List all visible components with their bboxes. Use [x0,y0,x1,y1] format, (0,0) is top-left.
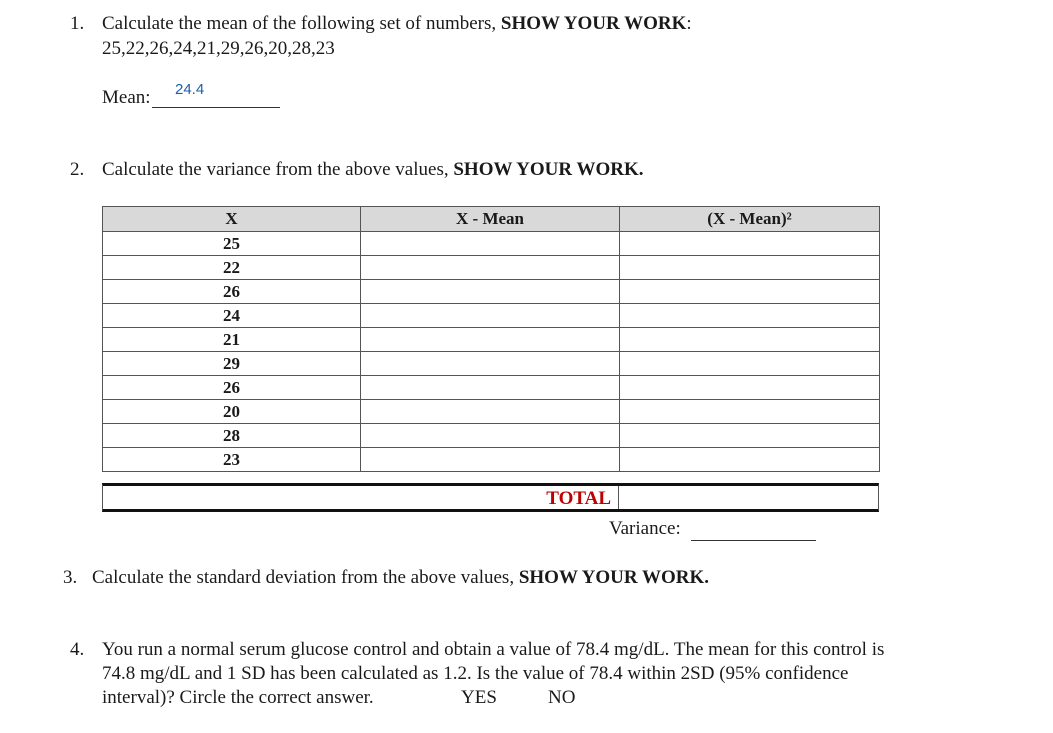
q2-number: 2. [70,159,85,180]
x-value: 24 [103,304,361,328]
q2-emphasis: SHOW YOUR WORK. [453,159,644,180]
answer-no-option[interactable]: NO [548,687,576,708]
q1-mean-label: Mean: [102,87,151,108]
table-row [103,448,880,472]
squared-cell[interactable] [620,376,880,400]
variance-label: Variance: [609,518,681,539]
table-row [103,304,880,328]
table-row [103,376,880,400]
table-row [103,232,880,256]
x-value: 22 [103,256,361,280]
table-row [103,256,880,280]
table-row [103,424,880,448]
q1-prompt [102,12,692,36]
q3-emphasis: SHOW YOUR WORK. [518,567,710,588]
header-x-minus-mean-squared: (X - Mean)² [620,207,880,232]
mean-answer[interactable]: 24.4 [175,81,205,98]
q3-prompt-text: Calculate the standard deviation from the above values, [92,567,519,588]
squared-cell[interactable] [620,304,880,328]
mean-answer-line[interactable] [152,107,280,108]
x-value: 20 [103,400,361,424]
x-minus-mean-cell[interactable] [361,328,620,352]
x-value: 21 [103,328,361,352]
x-value: 29 [103,352,361,376]
table-header-row [103,207,880,232]
variance-work-table [102,206,880,472]
squared-cell[interactable] [620,256,880,280]
x-minus-mean-cell[interactable] [361,280,620,304]
table-row [103,328,880,352]
header-x: X [103,207,361,232]
x-value: 25 [103,232,361,256]
q4-line1: You run a normal serum glucose control and obtain a value of 78.4 mg/dL. The mean for this control is [102,639,885,660]
total-row [102,483,879,512]
x-minus-mean-cell[interactable] [361,424,620,448]
q1-prompt-text: Calculate the mean of the following set of numbers, [102,13,501,34]
q1-after: : [686,13,692,34]
q2-prompt [102,158,644,182]
total-divider [618,486,619,509]
squared-cell[interactable] [620,328,880,352]
table-row [103,400,880,424]
squared-cell[interactable] [620,280,880,304]
q4-line3: interval)? Circle the correct answer. [102,687,374,708]
x-minus-mean-cell[interactable] [361,448,620,472]
squared-cell[interactable] [620,400,880,424]
q1-number: 1. [70,13,85,34]
q1-emphasis: SHOW YOUR WORK [500,13,687,34]
squared-cell[interactable] [620,424,880,448]
table-row [103,280,880,304]
x-value: 26 [103,280,361,304]
x-minus-mean-cell[interactable] [361,256,620,280]
squared-cell[interactable] [620,232,880,256]
x-value: 23 [103,448,361,472]
answer-yes-option[interactable]: YES [461,687,497,708]
squared-cell[interactable] [620,352,880,376]
squared-cell[interactable] [620,448,880,472]
table-row [103,352,880,376]
q2-prompt-text: Calculate the variance from the above values, [102,159,454,180]
x-minus-mean-cell[interactable] [361,400,620,424]
q4-line2: 74.8 mg/dL and 1 SD has been calculated as 1.2. Is the value of 78.4 within 2SD (95% confidence [102,663,849,684]
q3-prompt [92,566,709,590]
q4-number: 4. [70,639,85,660]
x-value: 26 [103,376,361,400]
x-minus-mean-cell[interactable] [361,352,620,376]
x-minus-mean-cell[interactable] [361,232,620,256]
q1-numbers: 25,22,26,24,21,29,26,20,28,23 [102,38,335,59]
q3-number: 3. [63,567,78,588]
x-minus-mean-cell[interactable] [361,304,620,328]
x-minus-mean-cell[interactable] [361,376,620,400]
x-value: 28 [103,424,361,448]
header-x-minus-mean: X - Mean [361,207,620,232]
variance-answer-line[interactable] [691,540,816,541]
total-label: TOTAL [546,488,611,509]
